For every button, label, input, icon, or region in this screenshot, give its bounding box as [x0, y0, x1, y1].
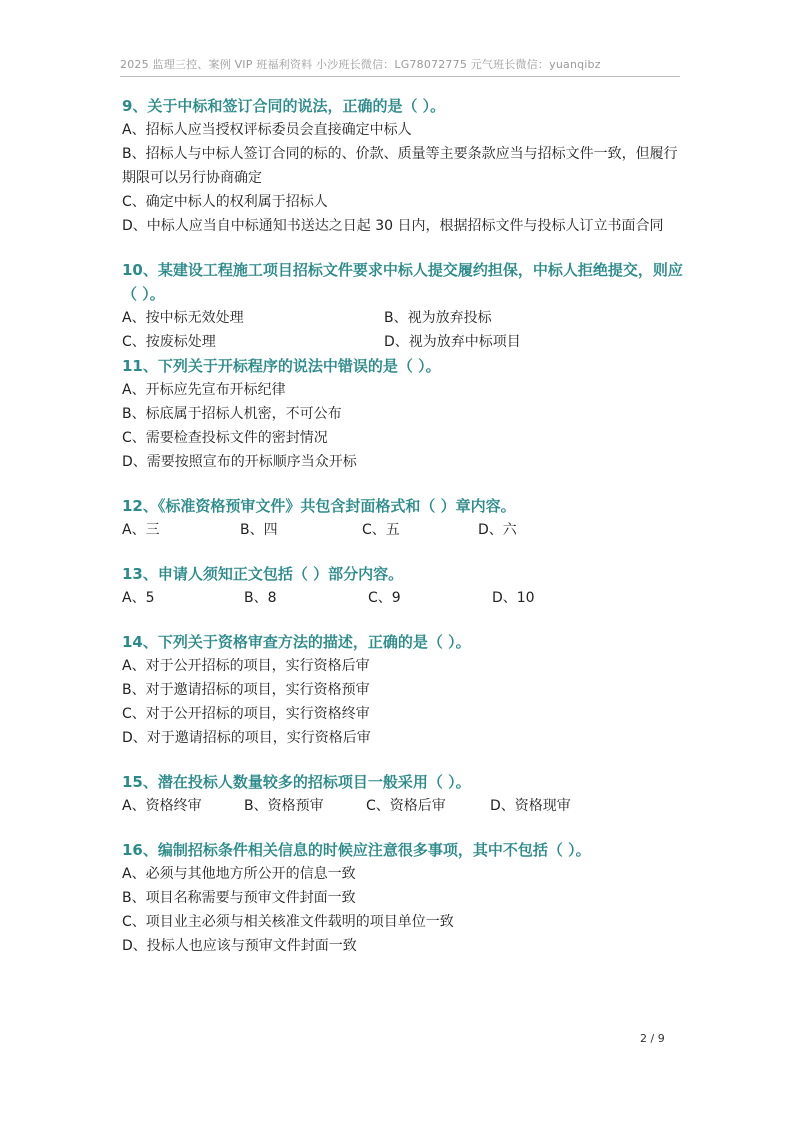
option-row — [122, 330, 690, 354]
option-c: C、项目业主必须与相关核准文件载明的项目单位一致 — [122, 914, 454, 930]
question-title: 14、下列关于资格审查方法的描述，正确的是（ ）。 — [122, 633, 471, 651]
option-d: D、10 — [492, 590, 535, 606]
page-header: 2025 监理三控、案例 VIP 班福利资料 小沙班长微信：LG78072775 元气班长微信：yuanqibz — [120, 58, 601, 71]
option-c: C、9 — [368, 590, 401, 606]
option-b: B、项目名称需要与预审文件封面一致 — [122, 890, 356, 906]
option-d: D、投标人也应该与预审文件封面一致 — [122, 938, 357, 954]
option-c: C、资格后审 — [366, 798, 446, 814]
option-a: A、按中标无效处理 — [122, 310, 244, 326]
question-title: 16、编制招标条件相关信息的时候应注意很多事项，其中不包括（ ）。 — [122, 841, 591, 859]
option-a: A、5 — [122, 590, 155, 606]
question-11 — [122, 354, 690, 474]
option-d: D、对于邀请招标的项目，实行资格后审 — [122, 730, 371, 746]
option-d: D、需要按照宣布的开标顺序当众开标 — [122, 454, 357, 470]
option-b: B、四 — [240, 522, 278, 538]
option-b: B、标底属于招标人机密，不可公布 — [122, 406, 342, 422]
option-c: C、需要检查投标文件的密封情况 — [122, 430, 328, 446]
option-b: B、招标人与中标人签订合同的标的、价款、质量等主要条款应当与招标文件一致，但履行期限可以另行协商确定 — [122, 146, 678, 186]
question-title: 13、申请人须知正文包括（ ）部分内容。 — [122, 565, 404, 583]
option-b: B、视为放弃投标 — [384, 310, 492, 326]
header-divider — [120, 76, 680, 77]
question-10 — [122, 258, 690, 354]
question-14 — [122, 630, 690, 750]
option-row — [122, 518, 690, 542]
option-a: A、开标应先宣布开标纪律 — [122, 382, 286, 398]
option-a: A、资格终审 — [122, 798, 202, 814]
option-b: B、对于邀请招标的项目，实行资格预审 — [122, 682, 370, 698]
option-c: C、五 — [362, 522, 400, 538]
question-13 — [122, 562, 690, 610]
question-title: 12、《标准资格预审文件》共包含封面格式和（ ）章内容。 — [122, 497, 516, 515]
question-title: 11、下列关于开标程序的说法中错误的是（ ）。 — [122, 357, 441, 375]
question-15 — [122, 770, 690, 818]
document-body — [122, 94, 690, 958]
option-b: B、8 — [244, 590, 277, 606]
option-row — [122, 306, 690, 330]
option-c: C、按废标处理 — [122, 334, 216, 350]
question-title: 9、关于中标和签订合同的说法，正确的是（ ）。 — [122, 97, 446, 115]
page-number: 2 / 9 — [640, 1032, 665, 1045]
option-c: C、确定中标人的权利属于招标人 — [122, 194, 328, 210]
question-title: 15、潜在投标人数量较多的招标项目一般采用（ ）。 — [122, 773, 471, 791]
option-d: D、六 — [478, 522, 517, 538]
question-title: 10、某建设工程施工项目招标文件要求中标人提交履约担保，中标人拒绝提交，则应（ ）。 — [122, 261, 683, 303]
question-16 — [122, 838, 690, 958]
option-a: A、招标人应当授权评标委员会直接确定中标人 — [122, 122, 412, 138]
option-row — [122, 794, 690, 818]
option-row — [122, 586, 690, 610]
option-d: D、资格现审 — [490, 798, 571, 814]
option-b: B、资格预审 — [244, 798, 324, 814]
option-d: D、视为放弃中标项目 — [384, 334, 521, 350]
option-d: D、中标人应当自中标通知书送达之日起 30 日内，根据招标文件与投标人订立书面合同 — [122, 218, 664, 234]
question-12 — [122, 494, 690, 542]
option-c: C、对于公开招标的项目，实行资格终审 — [122, 706, 370, 722]
question-9 — [122, 94, 690, 238]
option-a: A、对于公开招标的项目，实行资格后审 — [122, 658, 370, 674]
option-a: A、三 — [122, 522, 160, 538]
option-a: A、必须与其他地方所公开的信息一致 — [122, 866, 356, 882]
